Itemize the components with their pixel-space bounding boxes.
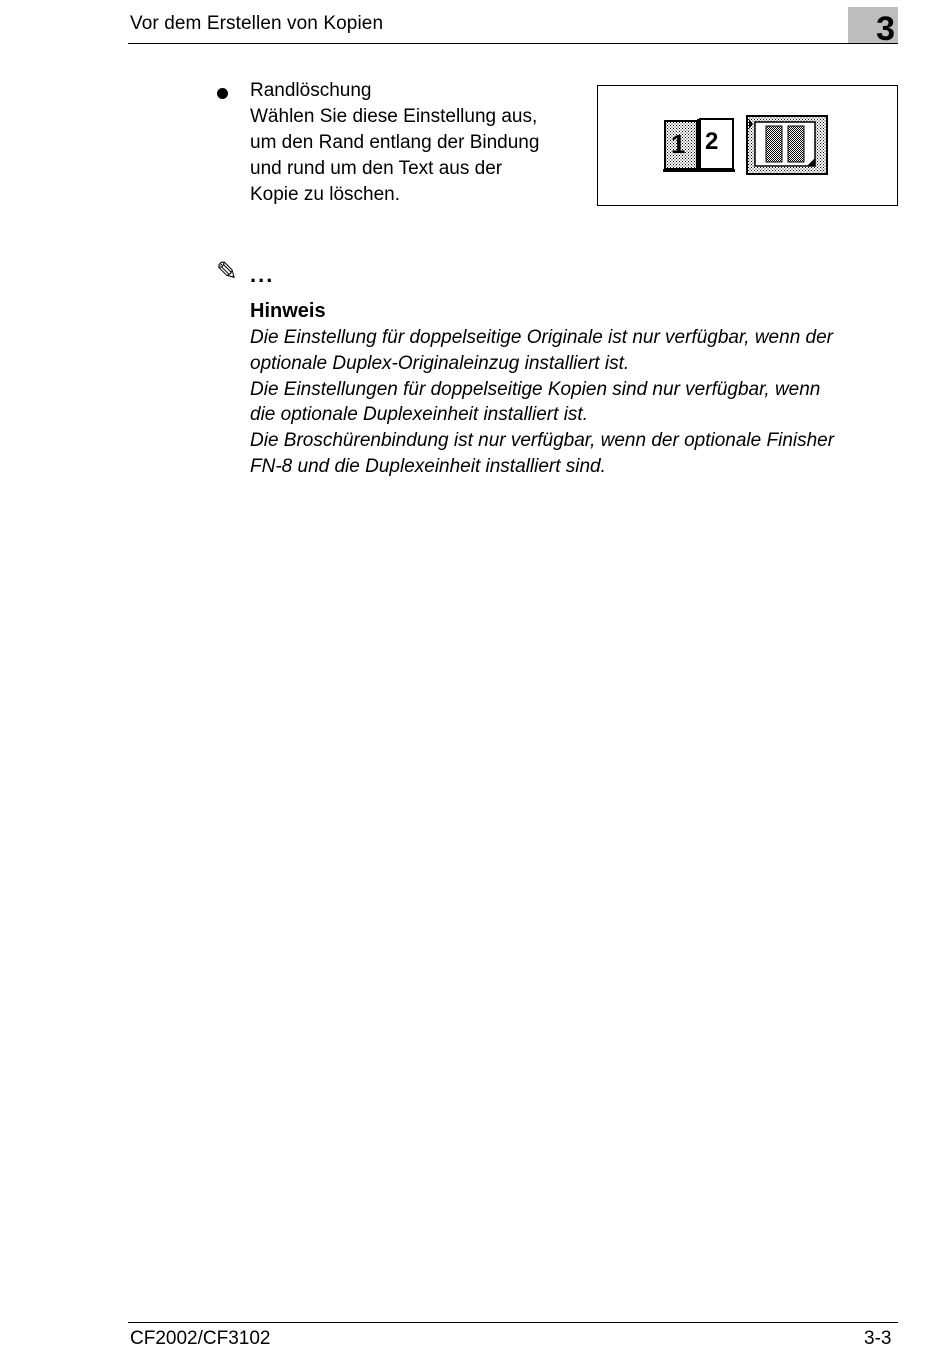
header-title: Vor dem Erstellen von Kopien — [130, 13, 384, 34]
note-heading: Hinweis — [250, 300, 326, 322]
note-line: die optionale Duplexeinheit installiert ist. — [250, 404, 588, 426]
note-line: optionale Duplex-Originaleinzug installiert ist. — [250, 352, 630, 374]
note-dots: ... — [250, 262, 275, 287]
bullet-item-line: um den Rand entlang der Bindung — [250, 132, 540, 153]
page-label-1: 1 — [671, 129, 686, 159]
bullet-item-line: Wählen Sie diese Einstellung aus, — [250, 106, 538, 127]
page-label-2: 2 — [705, 128, 719, 155]
book-icon — [663, 119, 735, 172]
erased-page-icon — [747, 116, 827, 174]
pencil-icon: ✎ — [216, 256, 238, 286]
edge-erase-svg — [598, 86, 897, 205]
chapter-number: 3 — [876, 10, 895, 48]
footer-divider — [128, 1322, 898, 1323]
bullet-item-line: Kopie zu löschen. — [250, 184, 400, 205]
note-body — [250, 325, 910, 480]
note-line: Die Einstellungen für doppelseitige Kopien sind nur verfügbar, wenn — [250, 378, 821, 400]
chapter-badge — [848, 7, 898, 48]
note-line: FN-8 und die Duplexeinheit installiert sind. — [250, 455, 606, 477]
bullet-item-line: und rund um den Text aus der — [250, 158, 503, 179]
bullet-icon — [217, 88, 228, 99]
bullet-item-title: Randlöschung — [250, 80, 372, 101]
bullet-item-text — [250, 78, 590, 208]
edge-erase-illustration — [597, 85, 898, 206]
footer-model: CF2002/CF3102 — [130, 1328, 271, 1349]
footer-page-number: 3-3 — [864, 1328, 892, 1349]
header-divider — [128, 43, 898, 44]
note-line: Die Einstellung für doppelseitige Originale ist nur verfügbar, wenn der — [250, 327, 833, 348]
note-line: Die Broschürenbindung ist nur verfügbar, wenn der optionale Finisher — [250, 430, 835, 452]
